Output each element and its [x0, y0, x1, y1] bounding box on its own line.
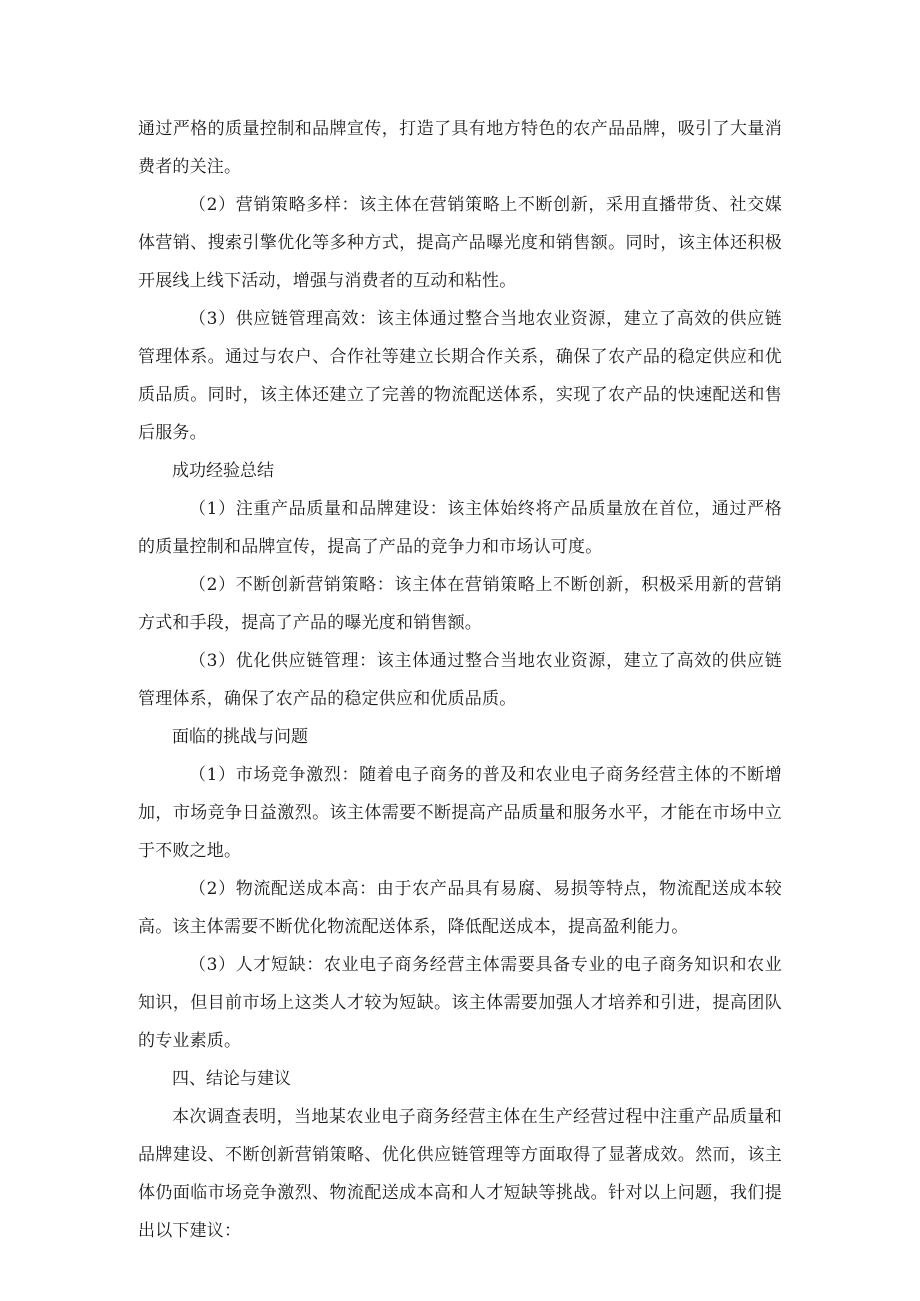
paragraph-quality-brand: （1）注重产品质量和品牌建设：该主体始终将产品质量放在首位，通过严格的质量控制和品牌宣传，提高了产品的竞争力和市场认可度。 — [138, 499, 782, 557]
section-heading-conclusion: 四、结论与建议 — [172, 1069, 291, 1089]
paragraph-logistics-cost: （2）物流配送成本高：由于农产品具有易腐、易损等特点，物流配送成本较高。该主体需要不断优化物流配送体系，降低配送成本，提高盈利能力。 — [138, 879, 782, 937]
paragraph-market-competition: （1）市场竞争激烈：随着电子商务的普及和农业电子商务经营主体的不断增加，市场竞争日益激烈。该主体需要不断提高产品质量和服务水平，才能在市场中立于不败之地。 — [138, 765, 782, 861]
paragraph-innovate-marketing: （2）不断创新营销策略：该主体在营销策略上不断创新，积极采用新的营销方式和手段，提高了产品的曝光度和销售额。 — [138, 575, 782, 633]
paragraph-talent-shortage: （3）人才短缺：农业电子商务经营主体需要具备专业的电子商务知识和农业知识，但目前市场上这类人才较为短缺。该主体需要加强人才培养和引进，提高团队的专业素质。 — [138, 955, 782, 1051]
paragraph-supply-chain: （3）供应链管理高效：该主体通过整合当地农业资源，建立了高效的供应链管理体系。通过与农户、合作社等建立长期合作关系，确保了农产品的稳定供应和优质品质。同时，该主体还建立了完善的物流配送体系，实现了农产品的快速配送和售后服务。 — [138, 309, 782, 443]
paragraph-brand-continuation: 通过严格的质量控制和品牌宣传，打造了具有地方特色的农产品品牌，吸引了大量消费者的关注。 — [138, 119, 782, 177]
document-body — [138, 110, 782, 1250]
paragraph-marketing-diverse: （2）营销策略多样：该主体在营销策略上不断创新，采用直播带货、社交媒体营销、搜索引擎优化等多种方式，提高产品曝光度和销售额。同时，该主体还积极开展线上线下活动，增强与消费者的互动和粘性。 — [138, 195, 782, 291]
paragraph-conclusion: 本次调查表明，当地某农业电子商务经营主体在生产经营过程中注重产品质量和品牌建设、不断创新营销策略、优化供应链管理等方面取得了显著成效。然而，该主体仍面临市场竞争激烈、物流配送成本高和人才短缺等挑战。针对以上问题，我们提出以下建议： — [138, 1107, 782, 1241]
section-heading-challenges: 面临的挑战与问题 — [172, 727, 308, 747]
section-heading-success-summary: 成功经验总结 — [172, 461, 274, 481]
paragraph-optimize-supply-chain: （3）优化供应链管理：该主体通过整合当地农业资源，建立了高效的供应链管理体系，确保了农产品的稳定供应和优质品质。 — [138, 651, 782, 709]
